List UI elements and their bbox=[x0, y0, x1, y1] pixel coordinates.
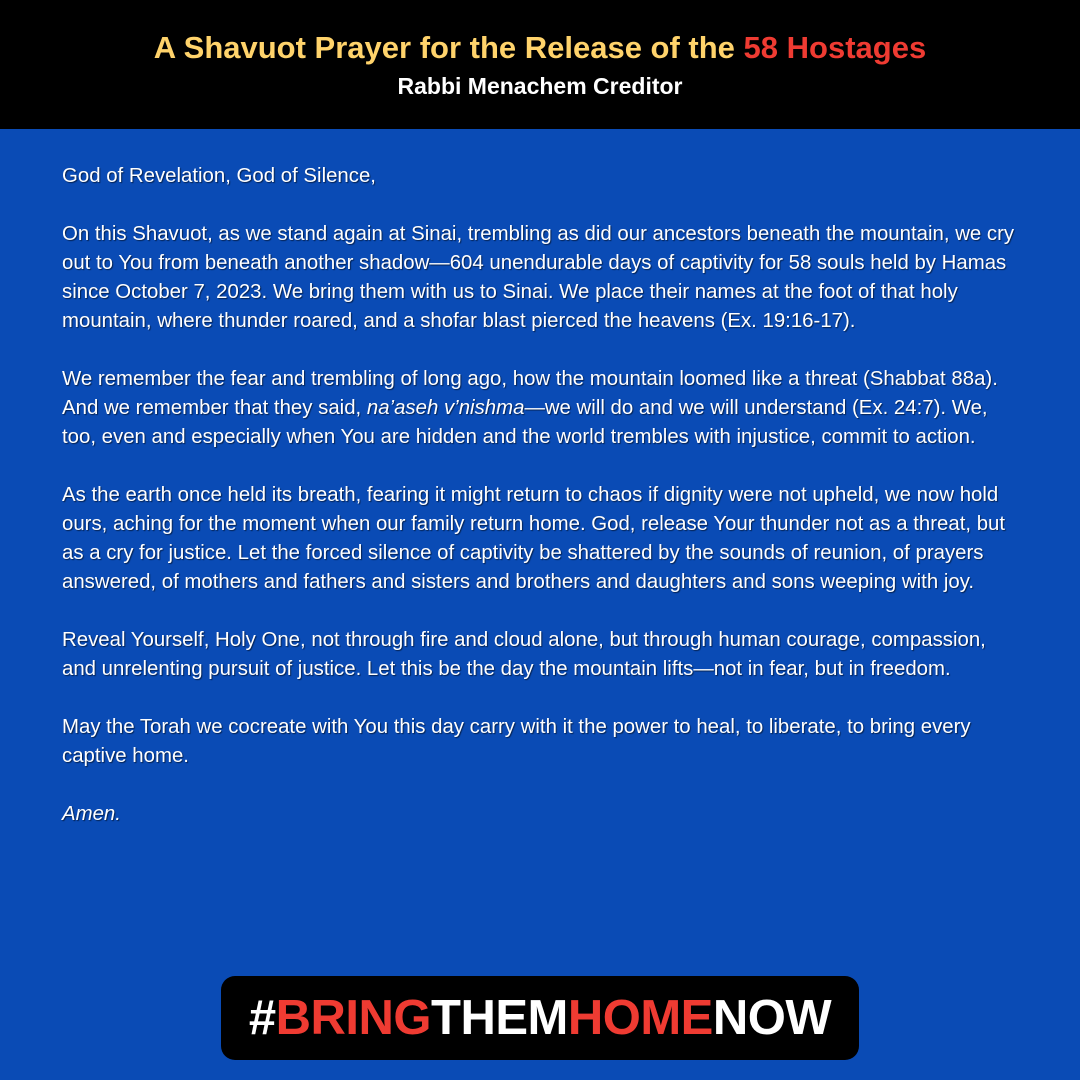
hashtag-word-now: NOW bbox=[712, 991, 832, 1045]
hashtag-symbol: # bbox=[248, 991, 276, 1045]
paragraph-remember-start: We remember the fear and trembling of long ago, how the mountain loomed like a threat (Shabbat 88a). And we remember that they said, bbox=[62, 368, 998, 419]
amen-text: Amen. bbox=[62, 803, 121, 825]
closing-amen bbox=[62, 800, 1017, 829]
hashtag-word-home: HOME bbox=[567, 991, 713, 1045]
salutation: God of Revelation, God of Silence, bbox=[62, 165, 376, 187]
title-lead: A Shavuot Prayer for the Release of the bbox=[153, 30, 744, 65]
hashtag-word-bring: BRING bbox=[275, 991, 432, 1045]
paragraph-sinai: On this Shavuot, as we stand again at Sinai, trembling as did our ancestors beneath the mountain, we cry out to You from beneath another shadow—604 unendurable days of captivity for 58 souls held by Hamas since October 7, 2023. We bring them with us to Sinai. We place their names at the foot of that holy mountain, where thunder roared, and a shofar blast pierced the heavens (Ex. 19:16-17). bbox=[62, 223, 1015, 332]
paragraph-reveal: Reveal Yourself, Holy One, not through fire and cloud alone, but through human courage, compassion, and unrelenting pursuit of justice. Let this be the day the mountain lifts—not in fear, but in freedom. bbox=[62, 629, 986, 680]
hebrew-phrase: na’aseh v’nishma bbox=[366, 397, 525, 419]
author-name: Rabbi Menachem Creditor bbox=[397, 73, 683, 99]
paragraph-remember bbox=[62, 365, 1017, 452]
paragraph-torah: May the Torah we cocreate with You this day carry with it the power to heal, to liberate, to bring every captive home. bbox=[62, 716, 971, 767]
paragraph-remember-end: —we will do and we will understand (Ex. 24:7). We, too, even and especially when You are hidden and the world trembles with injustice, commit to action. bbox=[62, 397, 988, 448]
hashtag-banner bbox=[221, 976, 859, 1060]
page-title bbox=[0, 28, 1080, 68]
prayer-body bbox=[62, 162, 1017, 829]
header-banner bbox=[0, 0, 1080, 129]
paragraph-earth: As the earth once held its breath, fearing it might return to chaos if dignity were not upheld, we now hold ours, aching for the moment when our family return home. God, release Your thunder not as a threat, but as a cry for justice. Let the forced silence of captivity be shattered by the sounds of reunion, of prayers answered, of mothers and fathers and sisters and brothers and daughters and sons weeping with joy. bbox=[62, 484, 1006, 593]
hostage-count: 58 Hostages bbox=[743, 30, 927, 65]
hashtag-word-them: THEM bbox=[431, 991, 568, 1045]
